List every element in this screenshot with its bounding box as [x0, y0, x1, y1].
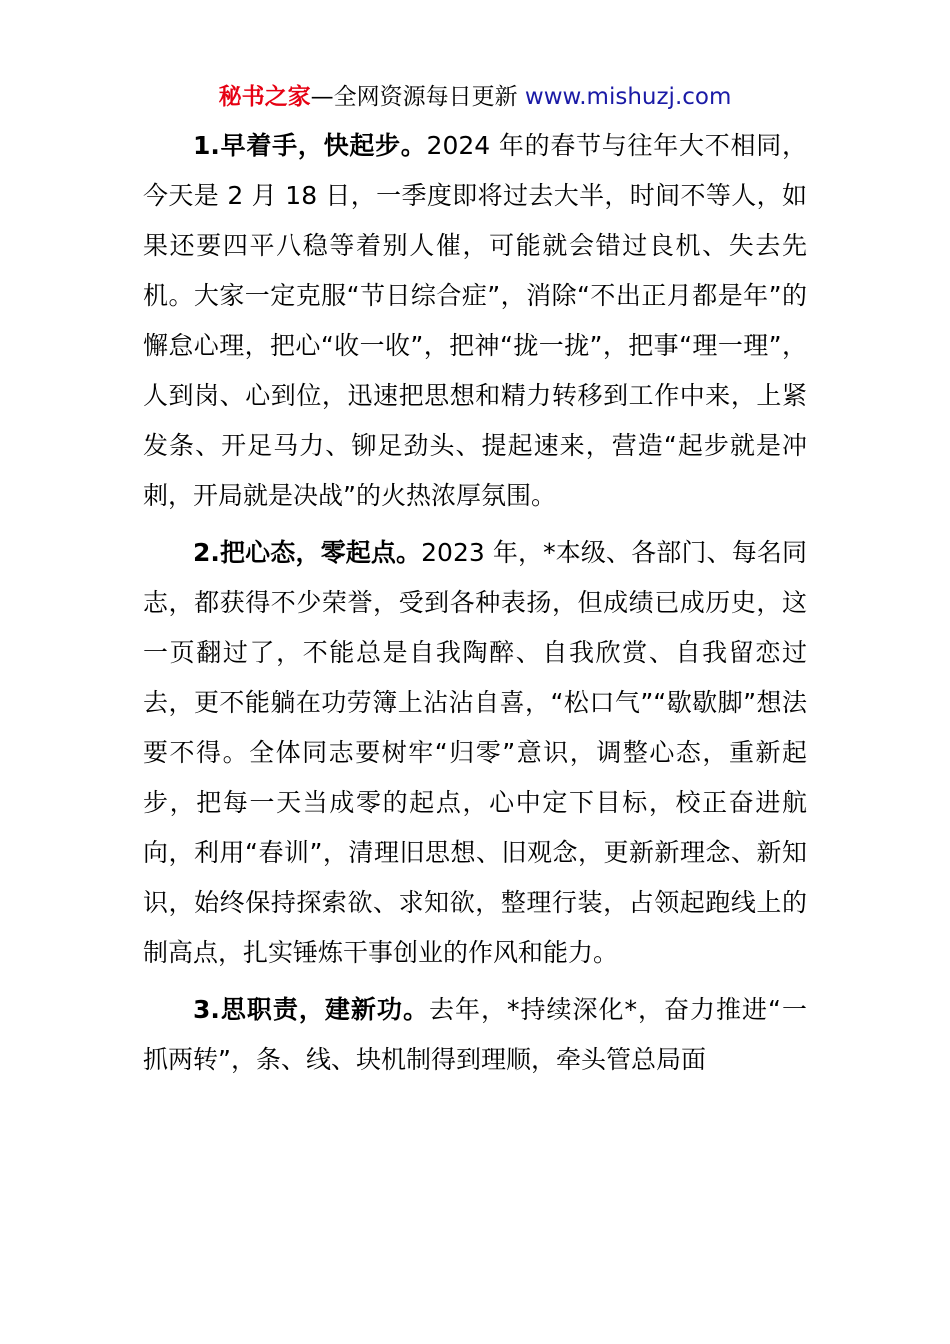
- document-body: [143, 121, 807, 1092]
- paragraph-1-text: 2024 年的春节与往年大不相同，今天是 2 月 18 日，一季度即将过去大半，时间不等人，如果还要四平八稳等着别人催，可能就会错过良机、失去先机。大家一定克服“节日综合症”，消除“不出正月都是年”的懈怠心理，把心“收一收”，把神“拢一拢”，把事“理一理”，人到岗、心到位，迅速把思想和精力转移到工作中来，上紧发条、开足马力、铆足劲头、提起速来，营造“起步就是冲刺，开局就是决战”的火热浓厚氛围。: [143, 131, 807, 510]
- header-tagline: —全网资源每日更新: [310, 84, 525, 110]
- paragraph-2-heading: 2.把心态，零起点。: [193, 538, 422, 567]
- brand-name: 秘书之家: [218, 84, 311, 110]
- paragraph-3: [143, 985, 807, 1085]
- page-header: [0, 80, 950, 114]
- site-url-link[interactable]: www.mishuzj.com: [524, 84, 732, 110]
- paragraph-1: [143, 121, 807, 521]
- paragraph-2-text: 2023 年，*本级、各部门、每名同志，都获得不少荣誉，受到各种表扬，但成绩已成历史，这一页翻过了，不能总是自我陶醉、自我欣赏、自我留恋过去，更不能躺在功劳簿上沾沾自喜，“松口气”“歇歇脚”想法要不得。全体同志要树牢“归零”意识，调整心态，重新起步，把每一天当成零的起点，心中定下目标，校正奋进航向，利用“春训”，清理旧思想、旧观念，更新新理念、新知识，始终保持探索欲、求知欲，整理行装，占领起跑线上的制高点，扎实锤炼干事创业的作风和能力。: [143, 538, 807, 967]
- paragraph-3-heading: 3.思职责，建新功。: [193, 995, 429, 1024]
- paragraph-3-text: 去年，*持续深化*，奋力推进“一抓两转”，条、线、块机制得到理顺，牵头管总局面: [143, 995, 807, 1074]
- paragraph-1-heading: 1.早着手，快起步。: [193, 131, 427, 160]
- paragraph-2: [143, 528, 807, 978]
